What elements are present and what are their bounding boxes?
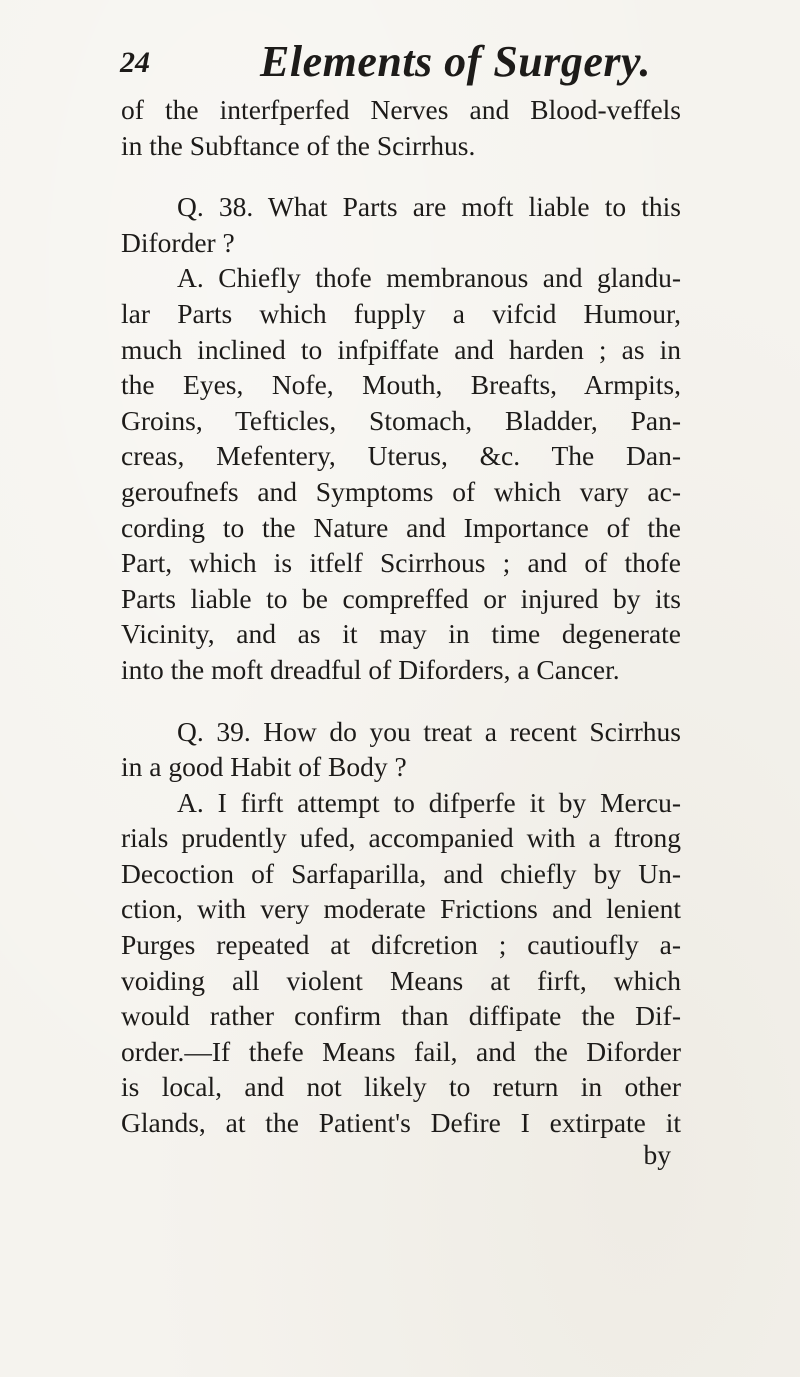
paragraph-gap xyxy=(121,688,681,714)
text-line: order.—If thefe Means fail, and the Diforder xyxy=(121,1035,681,1067)
text-line: into the moft dreadful of Diforders, a Cancer. xyxy=(121,653,620,685)
text-line: lar Parts which fupply a vifcid Humour, xyxy=(121,297,681,329)
text-line: is local, and not likely to return in other xyxy=(121,1071,681,1103)
text-line: much inclined to infpiffate and harden ; as in xyxy=(121,333,681,365)
text-line: Vicinity, and as it may in time degenerate xyxy=(121,618,681,650)
body-text xyxy=(121,92,681,1169)
catchword: by xyxy=(643,1138,671,1170)
text-line: creas, Mefentery, Uterus, &c. The Dan- xyxy=(121,440,681,472)
text-line: would rather confirm than diffipate the Dif- xyxy=(121,1000,681,1032)
answer-39-line: A. I firft attempt to difperfe it by Mercu- xyxy=(177,786,681,818)
text-line: Decoction of Sarfaparilla, and chiefly by Un- xyxy=(121,857,681,889)
text-line: Purges repeated at difcretion ; cautioufly a- xyxy=(121,929,681,961)
text-line: Parts liable to be compreffed or injured by its xyxy=(121,582,681,614)
text-line: geroufnefs and Symptoms of which vary ac- xyxy=(121,475,681,507)
text-line: in the Subftance of the Scirrhus. xyxy=(121,129,476,161)
text-line: ction, with very moderate Frictions and lenient xyxy=(121,893,681,925)
question-38-line: Q. 38. What Parts are moft liable to this xyxy=(177,191,681,223)
text-line: cording to the Nature and Importance of the xyxy=(121,511,681,543)
text-line: Diforder ? xyxy=(121,226,235,258)
text-line: Groins, Tefticles, Stomach, Bladder, Pan- xyxy=(121,404,681,436)
text-line: voiding all violent Means at firft, which xyxy=(121,964,681,996)
text-line: Glands, at the Patient's Defire I extirpate it xyxy=(121,1107,681,1139)
text-line: Part, which is itfelf Scirrhous ; and of thofe xyxy=(121,547,681,579)
page-header xyxy=(120,34,680,94)
text-line: in a good Habit of Body ? xyxy=(121,751,407,783)
answer-38-line: A. Chiefly thofe membranous and glandu- xyxy=(177,262,681,294)
paragraph-gap xyxy=(121,163,681,189)
running-head: Elements of Surgery. xyxy=(260,37,651,86)
page-number: 24 xyxy=(120,46,150,79)
text-line: the Eyes, Nofe, Mouth, Breafts, Armpits, xyxy=(121,369,681,401)
text-line: rials prudently ufed, accompanied with a ftrong xyxy=(121,822,681,854)
question-39-line: Q. 39. How do you treat a recent Scirrhus xyxy=(177,715,681,747)
text-line: of the interfperfed Nerves and Blood-veffels xyxy=(121,94,681,125)
